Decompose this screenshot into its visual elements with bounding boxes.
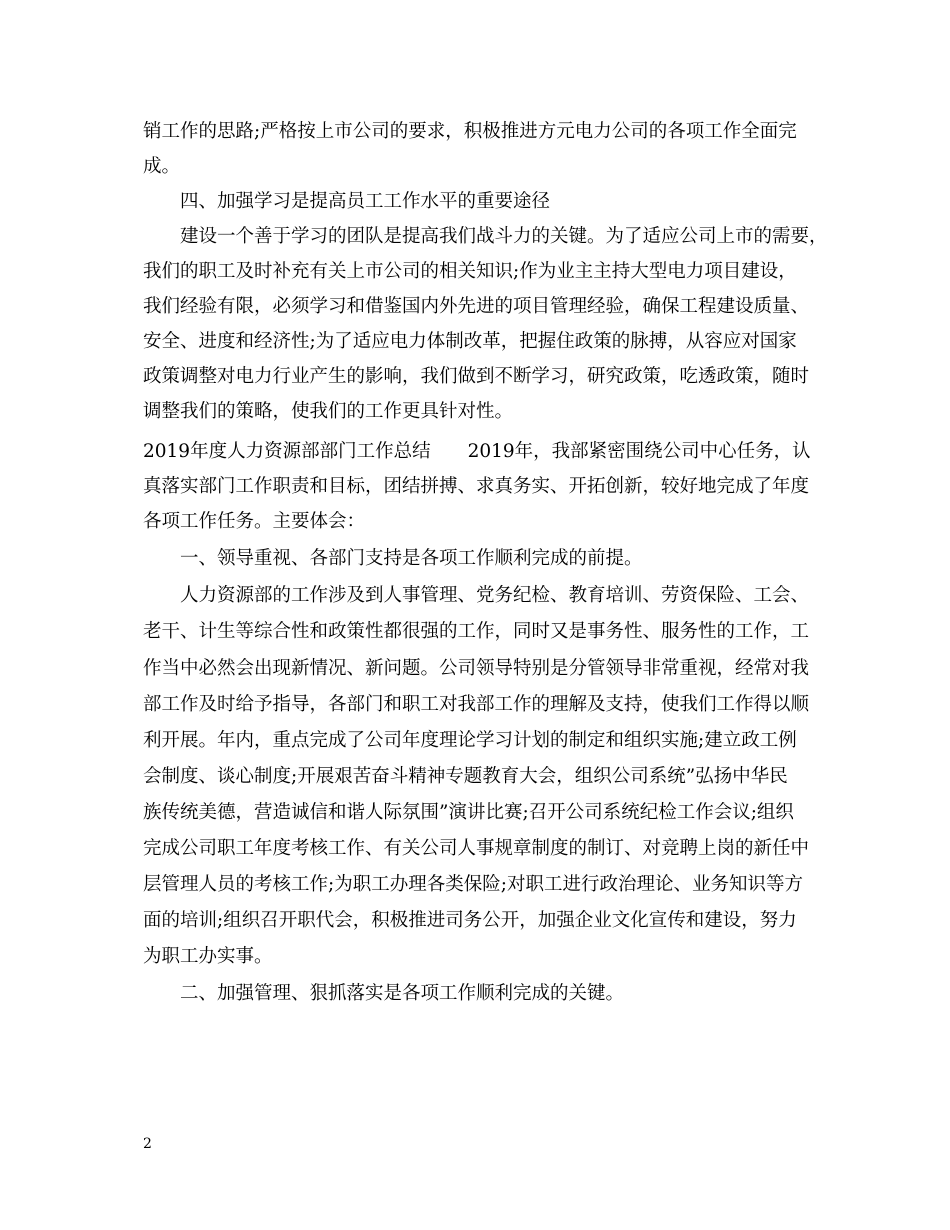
text-line: 各项工作任务。主要体会： xyxy=(143,511,366,532)
page-number: 2 xyxy=(143,1136,152,1152)
text-line: 建设一个善于学习的团队是提高我们战斗力的关键。为了适应公司上市的需要， xyxy=(180,226,828,247)
text-line: 作当中必然会出现新情况、新问题。公司领导特别是分管领导非常重视，经常对我 xyxy=(143,658,810,679)
section-heading: 一、领导重视、各部门支持是各项工作顺利完成的前提。 xyxy=(180,548,643,569)
text-line: 销工作的思路;严格按上市公司的要求，积极推进方元电力公司的各项工作全面完 xyxy=(143,121,797,142)
text-line: 成。 xyxy=(143,156,181,177)
text-line: 老干、计生等综合性和政策性都很强的工作，同时又是事务性、服务性的工作，工 xyxy=(143,621,810,642)
text-line: 安全、进度和经济性;为了适应电力体制改革，把握住政策的脉搏，从容应对国家 xyxy=(143,331,797,352)
text-line: 政策调整对电力行业产生的影响，我们做到不断学习，研究政策，吃透政策，随时 xyxy=(143,366,810,387)
text-line: 人力资源部的工作涉及到人事管理、党务纪检、教育培训、劳资保险、工会、 xyxy=(180,585,810,606)
text-line: 2019年度人力资源部部门工作总结 2019年，我部紧密围绕公司中心任务，认 xyxy=(143,441,811,462)
text-line: 完成公司职工年度考核工作、有关公司人事规章制度的制订、对竞聘上岗的新任中 xyxy=(143,838,810,859)
text-line: 部工作及时给予指导，各部门和职工对我部工作的理解及支持，使我们工作得以顺 xyxy=(143,694,810,715)
text-line: 利开展。年内，重点完成了公司年度理论学习计划的制定和组织实施;建立政工例 xyxy=(143,730,797,751)
section-heading: 二、加强管理、狠抓落实是各项工作顺利完成的关键。 xyxy=(180,983,625,1004)
section-heading: 四、加强学习是提高员工工作水平的重要途径 xyxy=(180,191,551,212)
text-line: 我们的职工及时补充有关上市公司的相关知识;作为业主主持大型电力项目建设， xyxy=(143,261,797,282)
text-line: 真落实部门工作职责和目标，团结拼搏、求真务实、开拓创新，较好地完成了年度 xyxy=(143,476,810,497)
text-line: 调整我们的策略，使我们的工作更具针对性。 xyxy=(143,401,514,422)
text-line: 族传统美德，营造诚信和谐人际氛围”演讲比赛;召开公司系统纪检工作会议;组织 xyxy=(143,802,794,823)
text-line: 我们经验有限，必须学习和借鉴国内外先进的项目管理经验，确保工程建设质量、 xyxy=(143,296,810,317)
text-line: 面的培训;组织召开职代会，积极推进司务公开，加强企业文化宣传和建设，努力 xyxy=(143,910,797,931)
text-line: 为职工办实事。 xyxy=(143,946,273,967)
text-line: 层管理人员的考核工作;为职工办理各类保险;对职工进行政治理论、业务知识等方 xyxy=(143,874,803,895)
text-line: 会制度、谈心制度;开展艰苦奋斗精神专题教育大会，组织公司系统”弘扬中华民 xyxy=(143,766,788,787)
